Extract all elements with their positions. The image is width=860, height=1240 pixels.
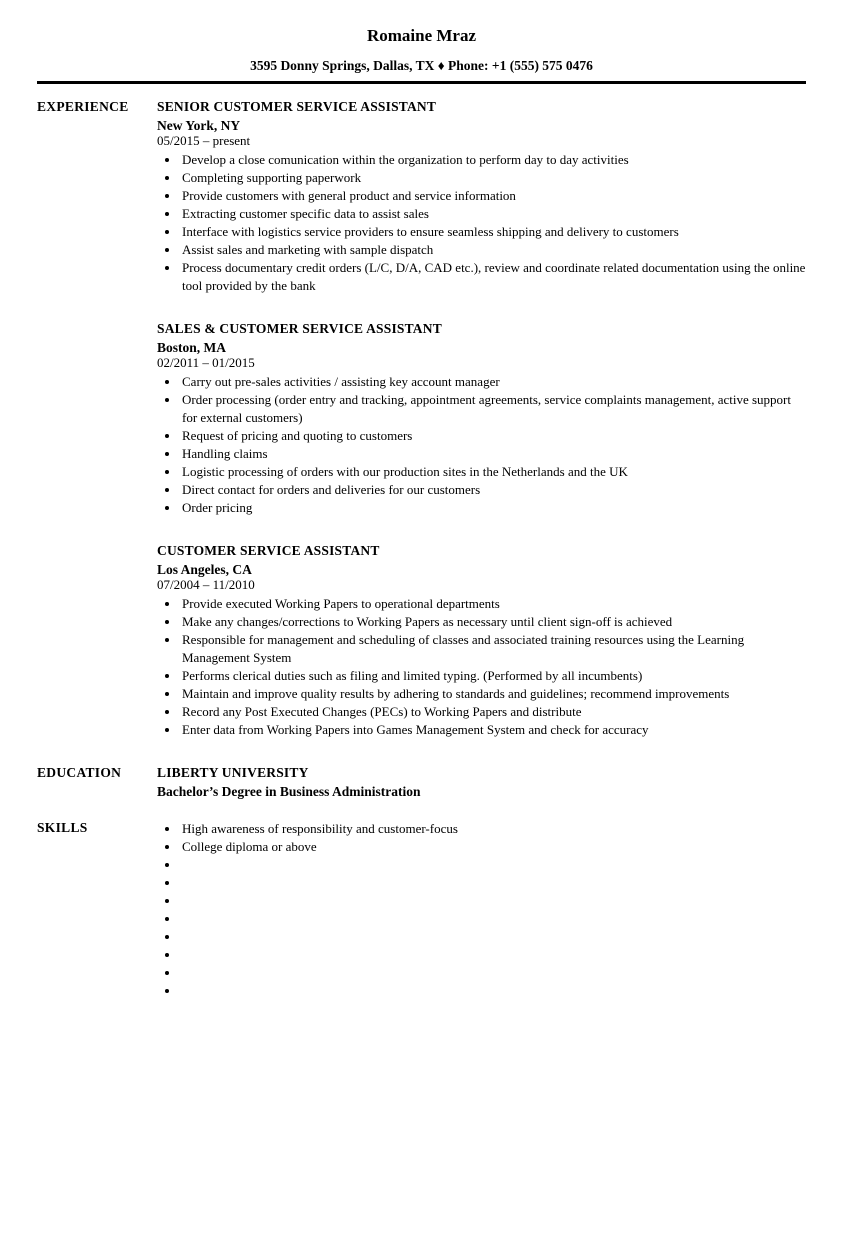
skill-bullet (180, 910, 806, 928)
job-bullet-list (157, 373, 806, 517)
skill-bullet (180, 874, 806, 892)
job-location: New York, NY (157, 118, 241, 133)
job-bullet: • Completing supporting paperwork (180, 169, 806, 187)
job-location: Los Angeles, CA (157, 562, 252, 577)
job-bullet: • Carry out pre-sales activities / assisting key account manager (180, 373, 806, 391)
skill-bullet (180, 946, 806, 964)
header-divider (37, 81, 806, 84)
job-bullet: • Logistic processing of orders with our production sites in the Netherlands and the UK (180, 463, 806, 481)
resume-header (37, 26, 806, 84)
section-label-skills: SKILLS (37, 820, 88, 835)
candidate-name: Romaine Mraz (366, 26, 477, 45)
skills-content (157, 820, 806, 1000)
job-bullet: • Develop a close comunication within the organization to perform day to day activities (180, 151, 806, 169)
job-title: SALES & CUSTOMER SERVICE ASSISTANT (157, 321, 442, 336)
job-bullet: • Interface with logistics service providers to ensure seamless shipping and delivery to customers (180, 223, 806, 241)
skill-bullet (180, 964, 806, 982)
job-bullet: • Direct contact for orders and deliveries for our customers (180, 481, 806, 499)
skill-bullet: • College diploma or above (180, 838, 806, 856)
skills-bullet-list (157, 820, 806, 1000)
education-content (157, 765, 806, 799)
job-bullet: • Order pricing (180, 499, 806, 517)
job-bullet: • Responsible for management and scheduling of classes and associated training resources using the Learning Management System (180, 631, 806, 667)
job-entry-1 (157, 99, 806, 295)
section-education (37, 765, 806, 799)
job-bullet: • Assist sales and marketing with sample dispatch (180, 241, 806, 259)
job-bullet: • Provide executed Working Papers to operational departments (180, 595, 806, 613)
job-bullet: • Provide customers with general product and service information (180, 187, 806, 205)
job-entry-3 (157, 543, 806, 739)
skill-bullet (180, 928, 806, 946)
job-dates: 05/2015 – present (157, 133, 251, 148)
job-entry-2 (157, 321, 806, 517)
job-location: Boston, MA (157, 340, 227, 355)
job-dates: 02/2011 – 01/2015 (157, 355, 255, 370)
job-bullet: • Performs clerical duties such as filing and limited typing. (Performed by all incumbents) (180, 667, 806, 685)
job-bullet: • Enter data from Working Papers into Games Management System and check for accuracy (180, 721, 806, 739)
skill-bullet: • High awareness of responsibility and customer-focus (180, 820, 806, 838)
education-degree: Bachelor’s Degree in Business Administration (157, 784, 421, 799)
education-school: LIBERTY UNIVERSITY (157, 765, 309, 780)
section-skills (37, 820, 806, 1000)
job-bullet: • Maintain and improve quality results by adhering to standards and guidelines; recommend improvements (180, 685, 806, 703)
job-bullet-list (157, 151, 806, 295)
contact-line: 3595 Donny Springs, Dallas, TX ♦ Phone: +1 (555) 575 0476 (250, 58, 593, 73)
job-bullet: • Request of pricing and quoting to customers (180, 427, 806, 445)
skill-bullet (180, 856, 806, 874)
job-bullet: • Extracting customer specific data to assist sales (180, 205, 806, 223)
job-bullet: • Make any changes/corrections to Working Papers as necessary until client sign-off is achieved (180, 613, 806, 631)
job-bullet: • Record any Post Executed Changes (PECs) to Working Papers and distribute (180, 703, 806, 721)
skill-bullet (180, 892, 806, 910)
skill-bullet (180, 982, 806, 1000)
job-dates: 07/2004 – 11/2010 (157, 577, 255, 592)
job-bullet: • Process documentary credit orders (L/C, D/A, CAD etc.), review and coordinate related documentation using the online tool provided by the bank (180, 259, 806, 295)
job-bullet-list (157, 595, 806, 739)
job-title: CUSTOMER SERVICE ASSISTANT (157, 543, 380, 558)
section-label-experience: EXPERIENCE (37, 99, 129, 114)
job-bullet: • Order processing (order entry and tracking, appointment agreements, service complaints management, active support for external customers) (180, 391, 806, 427)
job-bullet: • Handling claims (180, 445, 806, 463)
section-experience (37, 99, 806, 739)
section-label-education: EDUCATION (37, 765, 122, 780)
job-title: SENIOR CUSTOMER SERVICE ASSISTANT (157, 99, 437, 114)
experience-content (157, 99, 806, 739)
